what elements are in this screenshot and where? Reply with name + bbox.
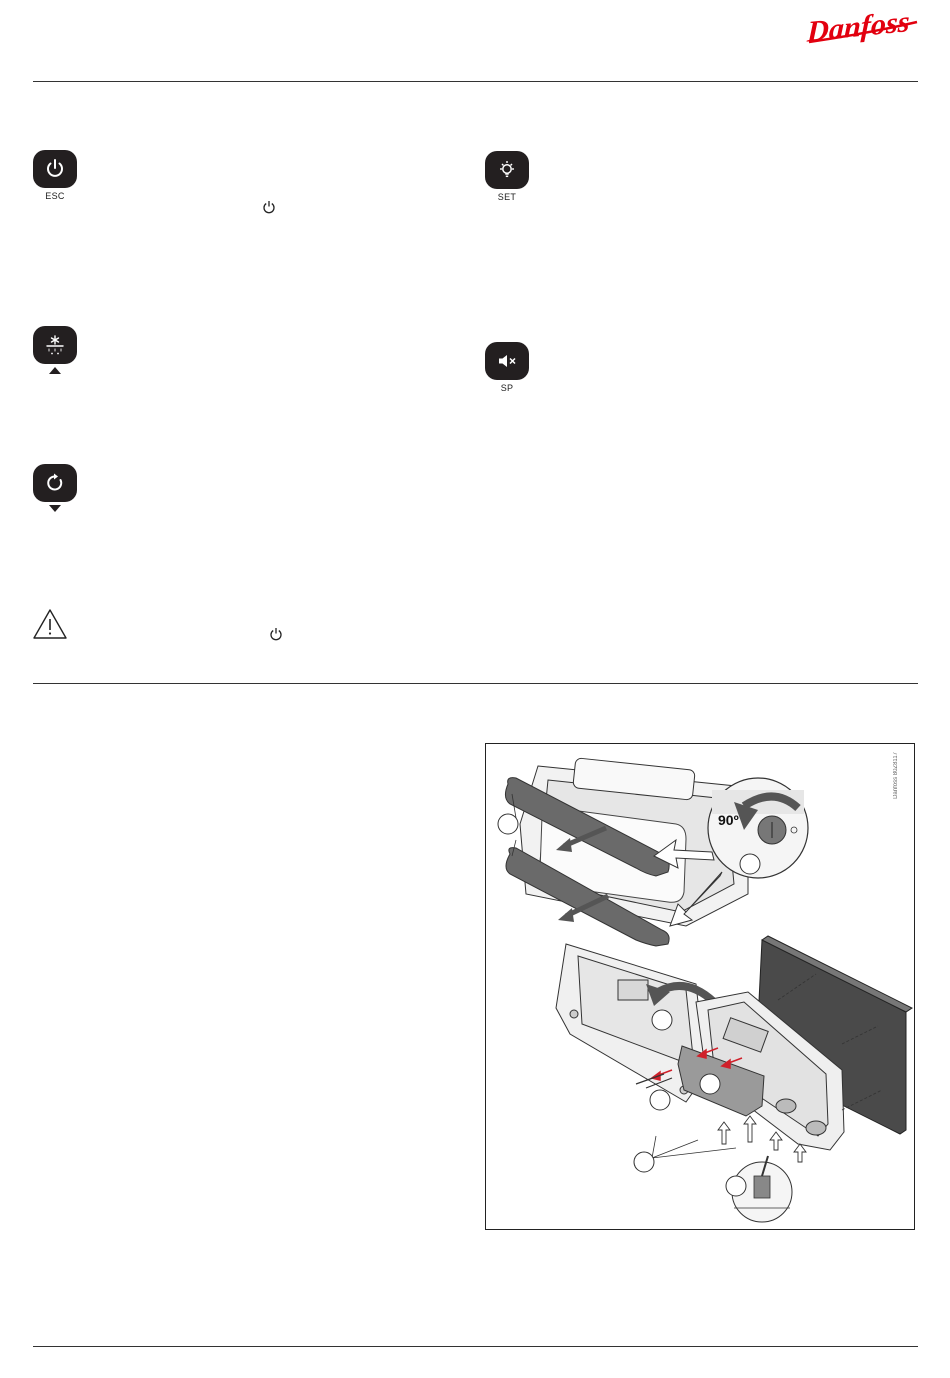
esc-key xyxy=(33,150,77,188)
callout-1 xyxy=(498,814,518,834)
danfoss-logo xyxy=(805,4,923,50)
set-key-label: SET xyxy=(497,192,517,202)
callout-3 xyxy=(652,1010,672,1030)
drawing-number: Danfoss 80Z8117 xyxy=(893,752,899,799)
power-icon xyxy=(262,200,276,214)
rotation-angle-label: 90º xyxy=(718,812,739,828)
refresh-icon xyxy=(43,471,67,495)
set-key xyxy=(485,151,529,189)
sp-key-label: SP xyxy=(500,383,514,393)
light-bulb-icon xyxy=(495,158,519,182)
mute-speaker-icon xyxy=(495,349,519,373)
svg-text:Danfoss: Danfoss xyxy=(806,4,911,49)
callout-2 xyxy=(740,854,760,874)
down-arrow-icon xyxy=(49,505,61,512)
callout-7 xyxy=(726,1176,746,1196)
cycle-down-key xyxy=(33,464,77,502)
callout-4 xyxy=(700,1074,720,1094)
section-rule xyxy=(33,683,918,684)
header-rule xyxy=(33,81,918,82)
esc-key-label: ESC xyxy=(45,191,65,201)
warning-triangle-icon xyxy=(32,608,68,640)
defrost-icon xyxy=(43,333,67,357)
installation-drawing xyxy=(486,744,915,1230)
power-icon xyxy=(43,157,67,181)
up-arrow-icon xyxy=(49,367,61,374)
installation-figure xyxy=(485,743,915,1230)
power-icon xyxy=(269,627,283,641)
footer-rule xyxy=(33,1346,918,1347)
defrost-up-key xyxy=(33,326,77,364)
callout-5 xyxy=(650,1090,670,1110)
callout-6 xyxy=(634,1152,654,1172)
sp-key xyxy=(485,342,529,380)
